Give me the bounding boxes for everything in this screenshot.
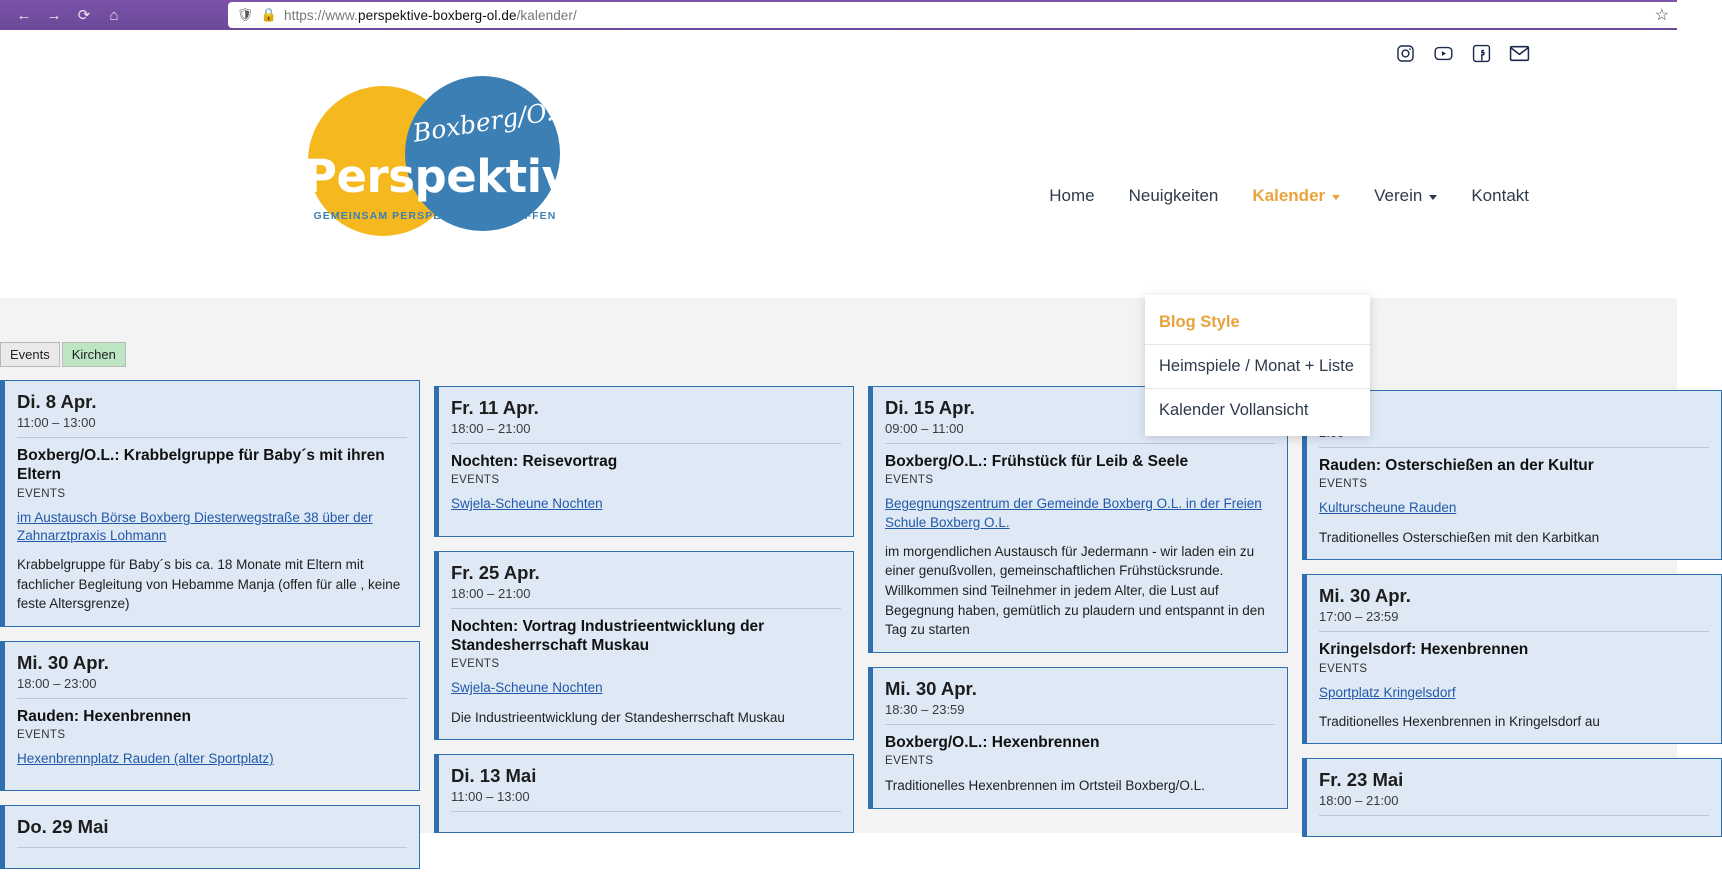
- event-card[interactable]: [434, 386, 854, 537]
- nav-label: Kalender: [1252, 186, 1326, 205]
- forward-arrow-icon[interactable]: →: [46, 6, 62, 24]
- dropdown-item-vollansicht[interactable]: Kalender Vollansicht: [1159, 401, 1309, 419]
- logo-tagline: GEMEINSAM PERSPEKTIVEN SCHAFFEN: [313, 210, 557, 222]
- legend-chip-kirchen[interactable]: Kirchen: [62, 342, 126, 367]
- event-title: Boxberg/O.L.: Krabbelgruppe für Baby´s mit ihren Eltern: [17, 447, 385, 484]
- site-header: [0, 68, 1677, 266]
- event-time: 18:00 – 23:00: [17, 676, 407, 699]
- event-title: Boxberg/O.L.: Frühstück für Leib & Seele: [885, 453, 1189, 470]
- event-time: 11:00 – 13:00: [17, 415, 407, 438]
- page-content: [0, 30, 1677, 838]
- event-card[interactable]: [1302, 758, 1722, 837]
- event-title: Kringelsdorf: Hexenbrennen: [1319, 641, 1529, 659]
- logo-script-text: Boxberg/O.L.: [410, 93, 580, 148]
- calendar-column-2: [434, 386, 854, 889]
- nav-item-home[interactable]: [1049, 186, 1094, 206]
- dropdown-item-heimspiele[interactable]: Heimspiele / Monat + Liste: [1159, 357, 1354, 375]
- nav-item-kalender[interactable]: [1252, 186, 1340, 206]
- event-venue-link[interactable]: im Austausch Börse Boxberg Diesterwegstraße 38 über der Zahnarztpraxis Lohmann: [17, 509, 373, 543]
- event-time: [17, 840, 407, 848]
- event-description: Traditionelles Hexenbrennen im Ortsteil Boxberg/O.L.: [885, 778, 1205, 793]
- event-title: Nochten: Vortrag Industrieentwicklung der Standesherrschaft Muskau: [451, 617, 765, 654]
- browser-toolbar: [0, 0, 1677, 30]
- event-category: EVENTS: [451, 658, 500, 671]
- event-title: Nochten: Reisevortrag: [451, 453, 618, 470]
- event-description: Krabbelgruppe für Baby´s bis ca. 18 Monate mit Eltern mit fachlicher Begleitung von Hebamme Manja (offen für alle , keine feste Altersgrenze): [17, 557, 401, 612]
- event-venue-link[interactable]: Swjela-Scheune Nochten: [451, 680, 603, 696]
- event-venue-link[interactable]: Hexenbrennplatz Rauden (alter Sportplatz): [17, 751, 274, 767]
- event-category: EVENTS: [451, 474, 500, 487]
- event-description: Traditionelles Hexenbrennen in Kringelsdorf au: [1319, 713, 1600, 729]
- event-card[interactable]: [0, 380, 420, 627]
- logo-wordmark: Perspektive: [304, 150, 601, 203]
- address-bar[interactable]: [228, 2, 1677, 28]
- event-date: Fr. 11 Apr.: [451, 397, 539, 418]
- reload-icon[interactable]: ⟳: [77, 7, 91, 24]
- event-description: Traditionelles Osterschießen mit den Karbitkan: [1319, 529, 1600, 545]
- star-icon[interactable]: ☆: [1654, 7, 1669, 24]
- event-date: Mi. 30 Apr.: [17, 651, 109, 673]
- event-date: Mi. 30 Apr.: [885, 677, 977, 699]
- event-date: Di. 8 Apr.: [17, 391, 97, 412]
- nav-label: Home: [1049, 186, 1095, 205]
- event-category: EVENTS: [1319, 478, 1368, 491]
- event-date: Di. 15 Apr.: [885, 397, 975, 418]
- site-logo[interactable]: [300, 76, 601, 236]
- event-time: 18:30 – 23:59: [885, 702, 1275, 725]
- youtube-icon[interactable]: [1433, 43, 1453, 63]
- url-text: https://www.perspektive-boxberg-ol.de/kalender/: [284, 7, 577, 23]
- event-time: 18:00 – 21:00: [1319, 793, 1709, 816]
- facebook-icon[interactable]: [1471, 43, 1491, 63]
- event-time: 11:00 – 13:00: [451, 789, 841, 812]
- event-date: [1319, 401, 1709, 423]
- event-venue-link[interactable]: Kulturscheune Rauden: [1319, 500, 1457, 516]
- event-category: EVENTS: [885, 755, 934, 767]
- event-venue-link[interactable]: Begegnungszentrum der Gemeinde Boxberg O.L. in der Freien Schule Boxberg O.L.: [885, 496, 1262, 530]
- calendar-column-1: [0, 380, 420, 883]
- event-card[interactable]: [1302, 574, 1722, 744]
- nav-item-verein[interactable]: [1374, 186, 1437, 206]
- event-venue-link[interactable]: Sportplatz Kringelsdorf: [1319, 684, 1456, 700]
- main-navigation: [1049, 186, 1529, 206]
- event-card[interactable]: [0, 641, 420, 792]
- nav-item-neuigkeiten[interactable]: [1129, 186, 1219, 206]
- event-date: Di. 13 Mai: [451, 765, 537, 787]
- calendar-column-4: [1302, 390, 1722, 893]
- event-time: 09:00 – 11:00: [885, 421, 1275, 444]
- event-card[interactable]: [434, 754, 854, 833]
- mail-icon[interactable]: [1509, 43, 1529, 63]
- instagram-icon[interactable]: [1395, 43, 1415, 63]
- chevron-down-icon: [1332, 195, 1340, 200]
- calendar-legend: [0, 342, 126, 367]
- event-time: 18:00 – 21:00: [451, 586, 841, 609]
- dropdown-item-blog-style[interactable]: Blog Style: [1159, 313, 1240, 331]
- nav-label: Neuigkeiten: [1128, 186, 1219, 205]
- event-time: 18:00 – 21:00: [451, 421, 841, 444]
- event-date: Mi. 30 Apr.: [1319, 585, 1411, 607]
- calendar-column-3: [868, 386, 1288, 889]
- event-card[interactable]: [434, 551, 854, 741]
- event-card[interactable]: [0, 805, 420, 869]
- nav-label: Verein: [1374, 186, 1423, 205]
- kalender-dropdown-menu: [1145, 295, 1370, 436]
- event-description: Die Industrieentwicklung der Standesherrschaft Muskau: [451, 709, 785, 725]
- event-description: im morgendlichen Austausch für Jedermann - wir laden ein zu einer genußvollen, gemeinschaftlichen Frühstücksrunde. Willkommen sind Teilnehmer in jedem Alter, die Lust auf Begegnung haben, gemütlich zu plaudern und entspannt in den Tag zu starten: [885, 543, 1265, 638]
- event-card[interactable]: [868, 667, 1288, 809]
- event-category: EVENTS: [1319, 662, 1368, 675]
- event-date: Fr. 23 Mai: [1319, 769, 1404, 791]
- event-date: Fr. 25 Apr.: [451, 561, 540, 583]
- back-arrow-icon[interactable]: ←: [16, 6, 32, 24]
- event-title: Boxberg/O.L.: Hexenbrennen: [885, 733, 1100, 751]
- social-links: [0, 30, 1677, 68]
- event-time: 17:00 – 23:59: [1319, 609, 1709, 632]
- event-category: EVENTS: [17, 487, 66, 500]
- chevron-down-icon: [1429, 195, 1437, 200]
- nav-label: Kontakt: [1471, 186, 1529, 205]
- event-category: EVENTS: [17, 729, 66, 742]
- event-time: [1319, 425, 1709, 448]
- shield-icon[interactable]: 🛡: [236, 7, 254, 22]
- event-venue-link[interactable]: Swjela-Scheune Nochten: [451, 496, 603, 512]
- lock-icon[interactable]: 🔒: [260, 7, 278, 22]
- calendar-section: [0, 298, 1677, 838]
- event-title: Rauden: Hexenbrennen: [17, 707, 191, 725]
- event-title: Rauden: Osterschießen an der Kultur: [1319, 457, 1594, 474]
- home-icon[interactable]: ⌂: [109, 6, 119, 24]
- nav-item-kontakt[interactable]: [1471, 186, 1529, 206]
- event-date: Do. 29 Mai: [17, 816, 109, 838]
- legend-chip-events[interactable]: Events: [0, 342, 60, 367]
- calendar-columns: [0, 380, 1677, 883]
- event-category: EVENTS: [885, 474, 934, 487]
